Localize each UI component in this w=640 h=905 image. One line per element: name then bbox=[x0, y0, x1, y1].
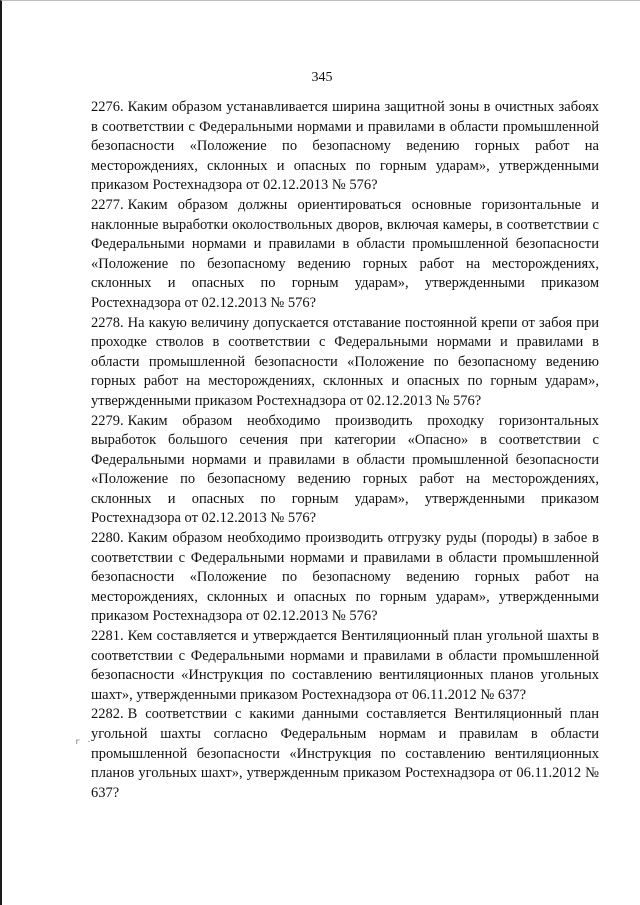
question-2276 bbox=[91, 98, 599, 196]
question-text: Каким образом необходимо производить отгрузку руды (породы) в забое в соответствии с Федеральными нормами и правилами в области промышленной безопасности «Положение по безопасному ведению горных работ на месторождениях, склонных и опасных по горным ударам», утвержденными приказом Ростехнадзора от 02.12.2013 № 576? bbox=[91, 530, 599, 625]
question-text: Каким образом необходимо производить проходку горизонтальных выработок большого сечения при категории «Опасно» в соответствии с Федеральными нормами и правилами в области промышленной безопасности «Положение по безопасному ведению горных работ на месторождениях, склонных и опасных по горным ударам», утвержденными приказом Ростехнадзора от 02.12.2013 № 576? bbox=[91, 412, 599, 527]
question-number: 2277. bbox=[91, 196, 124, 213]
question-text: Каким образом должны ориентироваться основные горизонтальные и наклонные выработки околоствольных дворов, включая камеры, в соответствии с Федеральными нормами и правилами в области промышленной безопасности «Положение по безопасному ведению горных работ на месторождениях, склонных и опасных по горным ударам», утвержденными приказом Ростехнадзора от 02.12.2013 № 576? bbox=[91, 196, 599, 311]
question-text: На какую величину допускается отставание постоянной крепи от забоя при проходке стволов в соответствии с Федеральными нормами и правилами в области промышленной безопасности «Положение по безопасному ведению горных работ на месторождениях, склонных и опасных по горным ударам», утвержденными приказом Ростехнадзора от 02.12.2013 № 576? bbox=[91, 314, 599, 409]
scan-margin-mark: r · bbox=[75, 737, 93, 746]
question-2278 bbox=[91, 314, 599, 412]
page-number: 345 bbox=[311, 70, 333, 85]
question-2277 bbox=[91, 196, 599, 314]
question-number: 2280. bbox=[91, 530, 124, 547]
question-2280 bbox=[91, 529, 599, 627]
question-text: Каким образом устанавливается ширина защитной зоны в очистных забоях в соответствии с Федеральными нормами и правилами в области промышленной безопасности «Положение по безопасному ведению горных работ на месторождениях, склонных и опасных по горным ударам», утвержденными приказом Ростехнадзора от 02.12.2013 № 576? bbox=[91, 99, 599, 194]
question-number: 2281. bbox=[91, 628, 124, 645]
question-2282 bbox=[91, 705, 599, 803]
question-number: 2276. bbox=[91, 99, 124, 115]
question-2279 bbox=[91, 412, 599, 530]
question-number: 2278. bbox=[91, 314, 124, 331]
question-text: Кем составляется и утверждается Вентиляционный план угольной шахты в соответствии с Федеральными нормами и правилами в области промышленной безопасности «Инструкция по составлению вентиляционных планов угольных шахт», утвержденными приказом Ростехнадзора от 06.11.2012 № 637? bbox=[91, 628, 599, 703]
question-text: В соответствии с какими данными составляется Вентиляционный план угольной шахты согласно Федеральным нормам и правилам в области промышленной безопасности «Инструкция по составлению вентиляционных планов угольных шахт», утвержденным приказом Ростехнадзора от 06.11.2012 № 637? bbox=[91, 706, 599, 801]
question-number: 2282. bbox=[91, 706, 124, 723]
question-number: 2279. bbox=[91, 412, 124, 429]
question-2281 bbox=[91, 627, 599, 705]
question-list bbox=[91, 98, 599, 803]
